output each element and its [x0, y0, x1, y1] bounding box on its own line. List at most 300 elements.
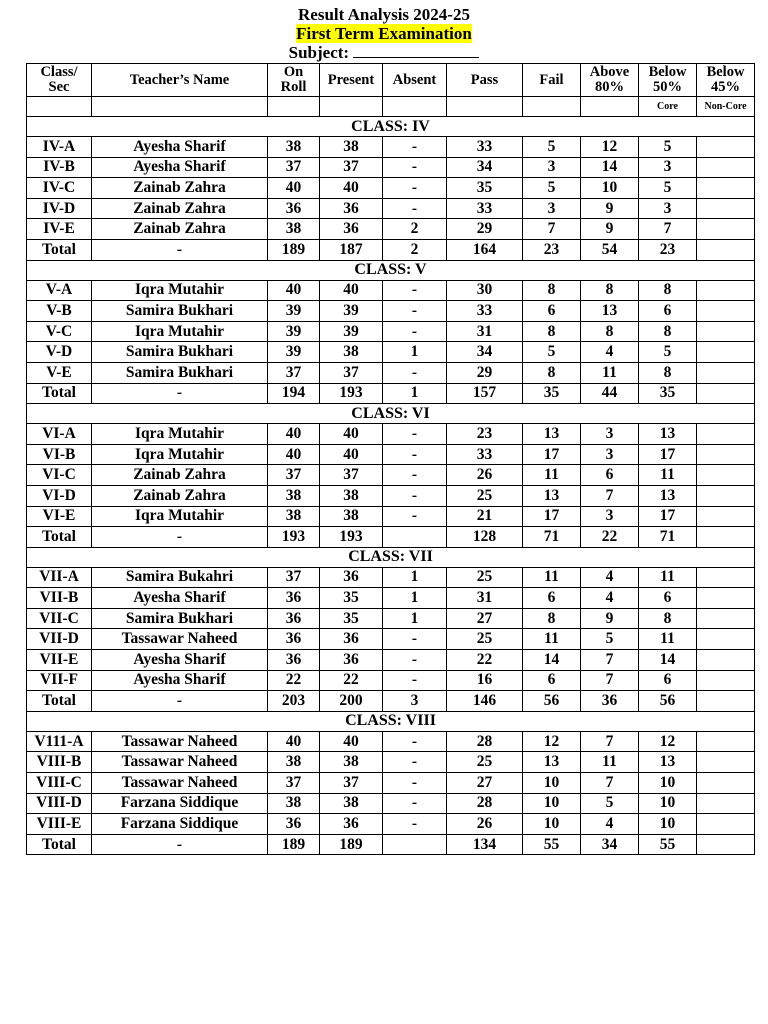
- cell-present: 35: [320, 588, 383, 609]
- cell-pass: 16: [447, 670, 523, 691]
- total-row: [27, 383, 755, 404]
- table-row: [27, 424, 755, 445]
- cell-teacher: Samira Bukahri: [92, 567, 268, 588]
- cell-pass: 22: [447, 650, 523, 671]
- cell-teacher: -: [92, 691, 268, 712]
- cell-below-45: [697, 198, 755, 219]
- cell-on-roll: 40: [268, 424, 320, 445]
- cell-below-50: 56: [639, 691, 697, 712]
- cell-below-50: 11: [639, 465, 697, 486]
- cell-above-80: 8: [581, 280, 639, 301]
- cell-present: 36: [320, 650, 383, 671]
- cell-above-80: 7: [581, 731, 639, 752]
- col-on-roll: On Roll: [268, 64, 320, 97]
- cell-pass: 25: [447, 629, 523, 650]
- cell-teacher: Farzana Siddique: [92, 793, 268, 814]
- table-row: [27, 321, 755, 342]
- class-section-header: [27, 547, 755, 567]
- cell-class-sec: V-D: [27, 342, 92, 363]
- cell-on-roll: 39: [268, 301, 320, 322]
- cell-class-sec: V111-A: [27, 731, 92, 752]
- cell-on-roll: 40: [268, 280, 320, 301]
- cell-absent: 3: [383, 691, 447, 712]
- cell-below-50: 13: [639, 752, 697, 773]
- cell-present: 40: [320, 178, 383, 199]
- cell-above-80: 44: [581, 383, 639, 404]
- cell-absent: -: [383, 424, 447, 445]
- cell-present: 40: [320, 424, 383, 445]
- cell-class-sec: VII-F: [27, 670, 92, 691]
- class-section-header: [27, 260, 755, 280]
- table-row: [27, 588, 755, 609]
- cell-fail: 17: [523, 444, 581, 465]
- cell-class-sec: Total: [27, 383, 92, 404]
- cell-above-80: 4: [581, 342, 639, 363]
- cell-below-50: 3: [639, 157, 697, 178]
- cell-below-45: [697, 424, 755, 445]
- cell-absent: 2: [383, 239, 447, 260]
- cell-below-50: 12: [639, 731, 697, 752]
- cell-teacher: -: [92, 527, 268, 548]
- cell-above-80: 3: [581, 506, 639, 527]
- cell-teacher: Tassawar Naheed: [92, 752, 268, 773]
- cell-fail: 11: [523, 567, 581, 588]
- cell-below-45: [697, 157, 755, 178]
- cell-fail: 3: [523, 198, 581, 219]
- cell-fail: 5: [523, 178, 581, 199]
- cell-present: 22: [320, 670, 383, 691]
- cell-class-sec: Total: [27, 691, 92, 712]
- cell-fail: 35: [523, 383, 581, 404]
- cell-on-roll: 36: [268, 814, 320, 835]
- col-pass: Pass: [447, 64, 523, 97]
- cell-present: 187: [320, 239, 383, 260]
- cell-pass: 25: [447, 485, 523, 506]
- cell-present: 38: [320, 485, 383, 506]
- total-row: [27, 691, 755, 712]
- cell-below-50: 13: [639, 485, 697, 506]
- cell-below-50: 5: [639, 137, 697, 158]
- cell-below-45: [697, 280, 755, 301]
- cell-on-roll: 189: [268, 239, 320, 260]
- cell-fail: 13: [523, 752, 581, 773]
- exam-title-highlight: First Term Examination: [296, 24, 472, 43]
- cell-class-sec: VI-C: [27, 465, 92, 486]
- cell-below-50: 6: [639, 588, 697, 609]
- cell-fail: 71: [523, 527, 581, 548]
- cell-pass: 34: [447, 157, 523, 178]
- cell-class-sec: VII-E: [27, 650, 92, 671]
- cell-absent: [383, 527, 447, 548]
- table-row: [27, 301, 755, 322]
- cell-pass: 26: [447, 814, 523, 835]
- cell-on-roll: 40: [268, 178, 320, 199]
- cell-fail: 8: [523, 321, 581, 342]
- cell-teacher: Iqra Mutahir: [92, 424, 268, 445]
- cell-present: 36: [320, 198, 383, 219]
- cell-on-roll: 36: [268, 588, 320, 609]
- cell-on-roll: 39: [268, 321, 320, 342]
- cell-present: 39: [320, 321, 383, 342]
- cell-pass: 33: [447, 444, 523, 465]
- cell-below-50: 14: [639, 650, 697, 671]
- cell-on-roll: 39: [268, 342, 320, 363]
- table-row: [27, 670, 755, 691]
- cell-below-45: [697, 773, 755, 794]
- cell-teacher: Zainab Zahra: [92, 198, 268, 219]
- cell-fail: 17: [523, 506, 581, 527]
- cell-on-roll: 40: [268, 444, 320, 465]
- cell-class-sec: IV-E: [27, 219, 92, 240]
- table-row: [27, 137, 755, 158]
- cell-on-roll: 38: [268, 793, 320, 814]
- cell-absent: 2: [383, 219, 447, 240]
- cell-below-45: [697, 793, 755, 814]
- cell-absent: -: [383, 280, 447, 301]
- cell-on-roll: 36: [268, 608, 320, 629]
- cell-class-sec: VI-A: [27, 424, 92, 445]
- cell-above-80: 34: [581, 834, 639, 855]
- cell-below-50: 8: [639, 280, 697, 301]
- table-row: [27, 157, 755, 178]
- cell-present: 200: [320, 691, 383, 712]
- table-row: [27, 485, 755, 506]
- subject-label: Subject:: [288, 43, 350, 62]
- cell-present: 37: [320, 465, 383, 486]
- cell-below-45: [697, 383, 755, 404]
- cell-present: 193: [320, 383, 383, 404]
- cell-absent: -: [383, 321, 447, 342]
- cell-below-45: [697, 527, 755, 548]
- cell-present: 38: [320, 506, 383, 527]
- cell-on-roll: 38: [268, 752, 320, 773]
- cell-pass: 28: [447, 731, 523, 752]
- cell-on-roll: 36: [268, 650, 320, 671]
- cell-above-80: 7: [581, 670, 639, 691]
- cell-present: 36: [320, 814, 383, 835]
- cell-pass: 23: [447, 424, 523, 445]
- total-row: [27, 527, 755, 548]
- cell-below-50: 23: [639, 239, 697, 260]
- col-present: Present: [320, 64, 383, 97]
- cell-class-sec: VIII-B: [27, 752, 92, 773]
- cell-pass: 33: [447, 137, 523, 158]
- class-title: CLASS: V: [27, 260, 755, 280]
- cell-pass: 26: [447, 465, 523, 486]
- cell-pass: 34: [447, 342, 523, 363]
- cell-above-80: 9: [581, 608, 639, 629]
- cell-on-roll: 38: [268, 137, 320, 158]
- cell-absent: -: [383, 178, 447, 199]
- cell-teacher: Samira Bukhari: [92, 608, 268, 629]
- cell-above-80: 7: [581, 485, 639, 506]
- cell-pass: 29: [447, 362, 523, 383]
- exam-title: [0, 24, 768, 43]
- document-header: [0, 0, 768, 62]
- cell-class-sec: VII-B: [27, 588, 92, 609]
- cell-pass: 128: [447, 527, 523, 548]
- cell-absent: -: [383, 650, 447, 671]
- cell-below-50: 5: [639, 178, 697, 199]
- cell-below-45: [697, 814, 755, 835]
- cell-present: 38: [320, 752, 383, 773]
- table-row: [27, 465, 755, 486]
- cell-fail: 5: [523, 137, 581, 158]
- cell-below-50: 13: [639, 424, 697, 445]
- cell-present: 36: [320, 219, 383, 240]
- cell-on-roll: 36: [268, 198, 320, 219]
- cell-below-45: [697, 588, 755, 609]
- cell-pass: 31: [447, 321, 523, 342]
- total-row: [27, 834, 755, 855]
- cell-above-80: 5: [581, 629, 639, 650]
- cell-teacher: Ayesha Sharif: [92, 670, 268, 691]
- cell-present: 35: [320, 608, 383, 629]
- cell-teacher: -: [92, 383, 268, 404]
- cell-above-80: 36: [581, 691, 639, 712]
- class-title: CLASS: VII: [27, 547, 755, 567]
- cell-below-50: 6: [639, 670, 697, 691]
- cell-on-roll: 193: [268, 527, 320, 548]
- cell-on-roll: 38: [268, 485, 320, 506]
- cell-pass: 157: [447, 383, 523, 404]
- cell-present: 39: [320, 301, 383, 322]
- cell-pass: 164: [447, 239, 523, 260]
- cell-present: 40: [320, 731, 383, 752]
- cell-below-45: [697, 362, 755, 383]
- cell-on-roll: 37: [268, 773, 320, 794]
- cell-below-50: 7: [639, 219, 697, 240]
- cell-below-50: 17: [639, 506, 697, 527]
- cell-fail: 5: [523, 342, 581, 363]
- class-section-header: [27, 117, 755, 137]
- cell-pass: 30: [447, 280, 523, 301]
- class-title: CLASS: IV: [27, 117, 755, 137]
- cell-fail: 7: [523, 219, 581, 240]
- cell-absent: -: [383, 485, 447, 506]
- cell-fail: 6: [523, 301, 581, 322]
- cell-class-sec: VII-C: [27, 608, 92, 629]
- cell-teacher: Zainab Zahra: [92, 465, 268, 486]
- cell-fail: 11: [523, 465, 581, 486]
- cell-on-roll: 37: [268, 157, 320, 178]
- cell-present: 36: [320, 567, 383, 588]
- cell-absent: -: [383, 506, 447, 527]
- cell-absent: -: [383, 670, 447, 691]
- cell-fail: 10: [523, 773, 581, 794]
- sub-header-noncore: Non-Core: [697, 97, 755, 117]
- cell-teacher: Tassawar Naheed: [92, 731, 268, 752]
- cell-below-45: [697, 219, 755, 240]
- cell-on-roll: 194: [268, 383, 320, 404]
- cell-class-sec: V-C: [27, 321, 92, 342]
- cell-above-80: 4: [581, 814, 639, 835]
- cell-pass: 25: [447, 567, 523, 588]
- cell-present: 36: [320, 629, 383, 650]
- cell-above-80: 7: [581, 773, 639, 794]
- cell-on-roll: 203: [268, 691, 320, 712]
- cell-teacher: -: [92, 239, 268, 260]
- cell-pass: 25: [447, 752, 523, 773]
- cell-below-50: 11: [639, 567, 697, 588]
- table-row: [27, 178, 755, 199]
- col-absent: Absent: [383, 64, 447, 97]
- table-row: [27, 280, 755, 301]
- cell-below-45: [697, 465, 755, 486]
- col-fail: Fail: [523, 64, 581, 97]
- cell-below-50: 5: [639, 342, 697, 363]
- total-row: [27, 239, 755, 260]
- cell-teacher: Samira Bukhari: [92, 342, 268, 363]
- class-section-header: [27, 404, 755, 424]
- cell-pass: 29: [447, 219, 523, 240]
- cell-present: 37: [320, 362, 383, 383]
- col-below-50: Below 50%: [639, 64, 697, 97]
- class-title: CLASS: VI: [27, 404, 755, 424]
- cell-fail: 11: [523, 629, 581, 650]
- cell-teacher: Zainab Zahra: [92, 485, 268, 506]
- cell-on-roll: 37: [268, 362, 320, 383]
- cell-above-80: 5: [581, 793, 639, 814]
- cell-absent: -: [383, 465, 447, 486]
- col-class-sec: Class/ Sec: [27, 64, 92, 97]
- cell-on-roll: 38: [268, 219, 320, 240]
- table-row: [27, 506, 755, 527]
- table-row: [27, 444, 755, 465]
- result-table-body: [27, 117, 755, 855]
- cell-below-50: 17: [639, 444, 697, 465]
- cell-below-45: [697, 670, 755, 691]
- cell-fail: 6: [523, 670, 581, 691]
- cell-present: 193: [320, 527, 383, 548]
- cell-class-sec: VI-E: [27, 506, 92, 527]
- cell-teacher: Iqra Mutahir: [92, 506, 268, 527]
- cell-class-sec: VI-D: [27, 485, 92, 506]
- column-header-row: [27, 64, 755, 97]
- cell-present: 38: [320, 793, 383, 814]
- cell-pass: 33: [447, 198, 523, 219]
- cell-teacher: Farzana Siddique: [92, 814, 268, 835]
- cell-below-45: [697, 650, 755, 671]
- cell-above-80: 8: [581, 321, 639, 342]
- cell-fail: 13: [523, 424, 581, 445]
- cell-below-50: 35: [639, 383, 697, 404]
- table-row: [27, 814, 755, 835]
- cell-above-80: 4: [581, 567, 639, 588]
- cell-below-45: [697, 629, 755, 650]
- cell-below-50: 10: [639, 793, 697, 814]
- cell-present: 189: [320, 834, 383, 855]
- cell-teacher: Tassawar Naheed: [92, 629, 268, 650]
- cell-pass: 31: [447, 588, 523, 609]
- cell-teacher: Ayesha Sharif: [92, 650, 268, 671]
- cell-above-80: 13: [581, 301, 639, 322]
- cell-above-80: 3: [581, 444, 639, 465]
- cell-fail: 13: [523, 485, 581, 506]
- table-row: [27, 342, 755, 363]
- cell-above-80: 9: [581, 219, 639, 240]
- cell-below-50: 8: [639, 608, 697, 629]
- cell-teacher: Samira Bukhari: [92, 362, 268, 383]
- subject-blank-line: [353, 44, 479, 58]
- table-row: [27, 219, 755, 240]
- cell-fail: 10: [523, 793, 581, 814]
- table-row: [27, 198, 755, 219]
- cell-pass: 146: [447, 691, 523, 712]
- cell-pass: 35: [447, 178, 523, 199]
- cell-class-sec: VII-D: [27, 629, 92, 650]
- cell-above-80: 14: [581, 157, 639, 178]
- cell-class-sec: IV-A: [27, 137, 92, 158]
- cell-below-45: [697, 178, 755, 199]
- cell-class-sec: IV-D: [27, 198, 92, 219]
- cell-above-80: 22: [581, 527, 639, 548]
- cell-on-roll: 37: [268, 567, 320, 588]
- table-row: [27, 752, 755, 773]
- cell-below-50: 55: [639, 834, 697, 855]
- cell-below-45: [697, 321, 755, 342]
- cell-below-50: 10: [639, 814, 697, 835]
- cell-below-45: [697, 567, 755, 588]
- cell-class-sec: Total: [27, 834, 92, 855]
- cell-on-roll: 40: [268, 731, 320, 752]
- cell-below-45: [697, 608, 755, 629]
- cell-class-sec: VIII-C: [27, 773, 92, 794]
- cell-present: 40: [320, 444, 383, 465]
- cell-absent: -: [383, 198, 447, 219]
- cell-class-sec: V-B: [27, 301, 92, 322]
- table-row: [27, 731, 755, 752]
- cell-teacher: Zainab Zahra: [92, 219, 268, 240]
- cell-fail: 56: [523, 691, 581, 712]
- cell-absent: -: [383, 137, 447, 158]
- cell-class-sec: VII-A: [27, 567, 92, 588]
- cell-absent: -: [383, 157, 447, 178]
- cell-absent: 1: [383, 342, 447, 363]
- result-table: [26, 63, 755, 855]
- cell-class-sec: VIII-E: [27, 814, 92, 835]
- cell-fail: 6: [523, 588, 581, 609]
- cell-below-50: 8: [639, 362, 697, 383]
- cell-below-45: [697, 834, 755, 855]
- cell-absent: -: [383, 773, 447, 794]
- cell-teacher: Ayesha Sharif: [92, 588, 268, 609]
- cell-absent: 1: [383, 567, 447, 588]
- cell-above-80: 6: [581, 465, 639, 486]
- cell-above-80: 54: [581, 239, 639, 260]
- cell-absent: -: [383, 629, 447, 650]
- cell-absent: -: [383, 731, 447, 752]
- cell-above-80: 4: [581, 588, 639, 609]
- cell-pass: 27: [447, 773, 523, 794]
- cell-fail: 14: [523, 650, 581, 671]
- cell-above-80: 7: [581, 650, 639, 671]
- cell-below-45: [697, 485, 755, 506]
- cell-teacher: Iqra Mutahir: [92, 321, 268, 342]
- table-row: [27, 362, 755, 383]
- cell-class-sec: V-E: [27, 362, 92, 383]
- cell-above-80: 3: [581, 424, 639, 445]
- cell-below-45: [697, 301, 755, 322]
- cell-present: 38: [320, 342, 383, 363]
- cell-present: 38: [320, 137, 383, 158]
- cell-present: 37: [320, 773, 383, 794]
- table-row: [27, 793, 755, 814]
- cell-class-sec: Total: [27, 527, 92, 548]
- cell-fail: 12: [523, 731, 581, 752]
- cell-below-45: [697, 239, 755, 260]
- cell-absent: 1: [383, 588, 447, 609]
